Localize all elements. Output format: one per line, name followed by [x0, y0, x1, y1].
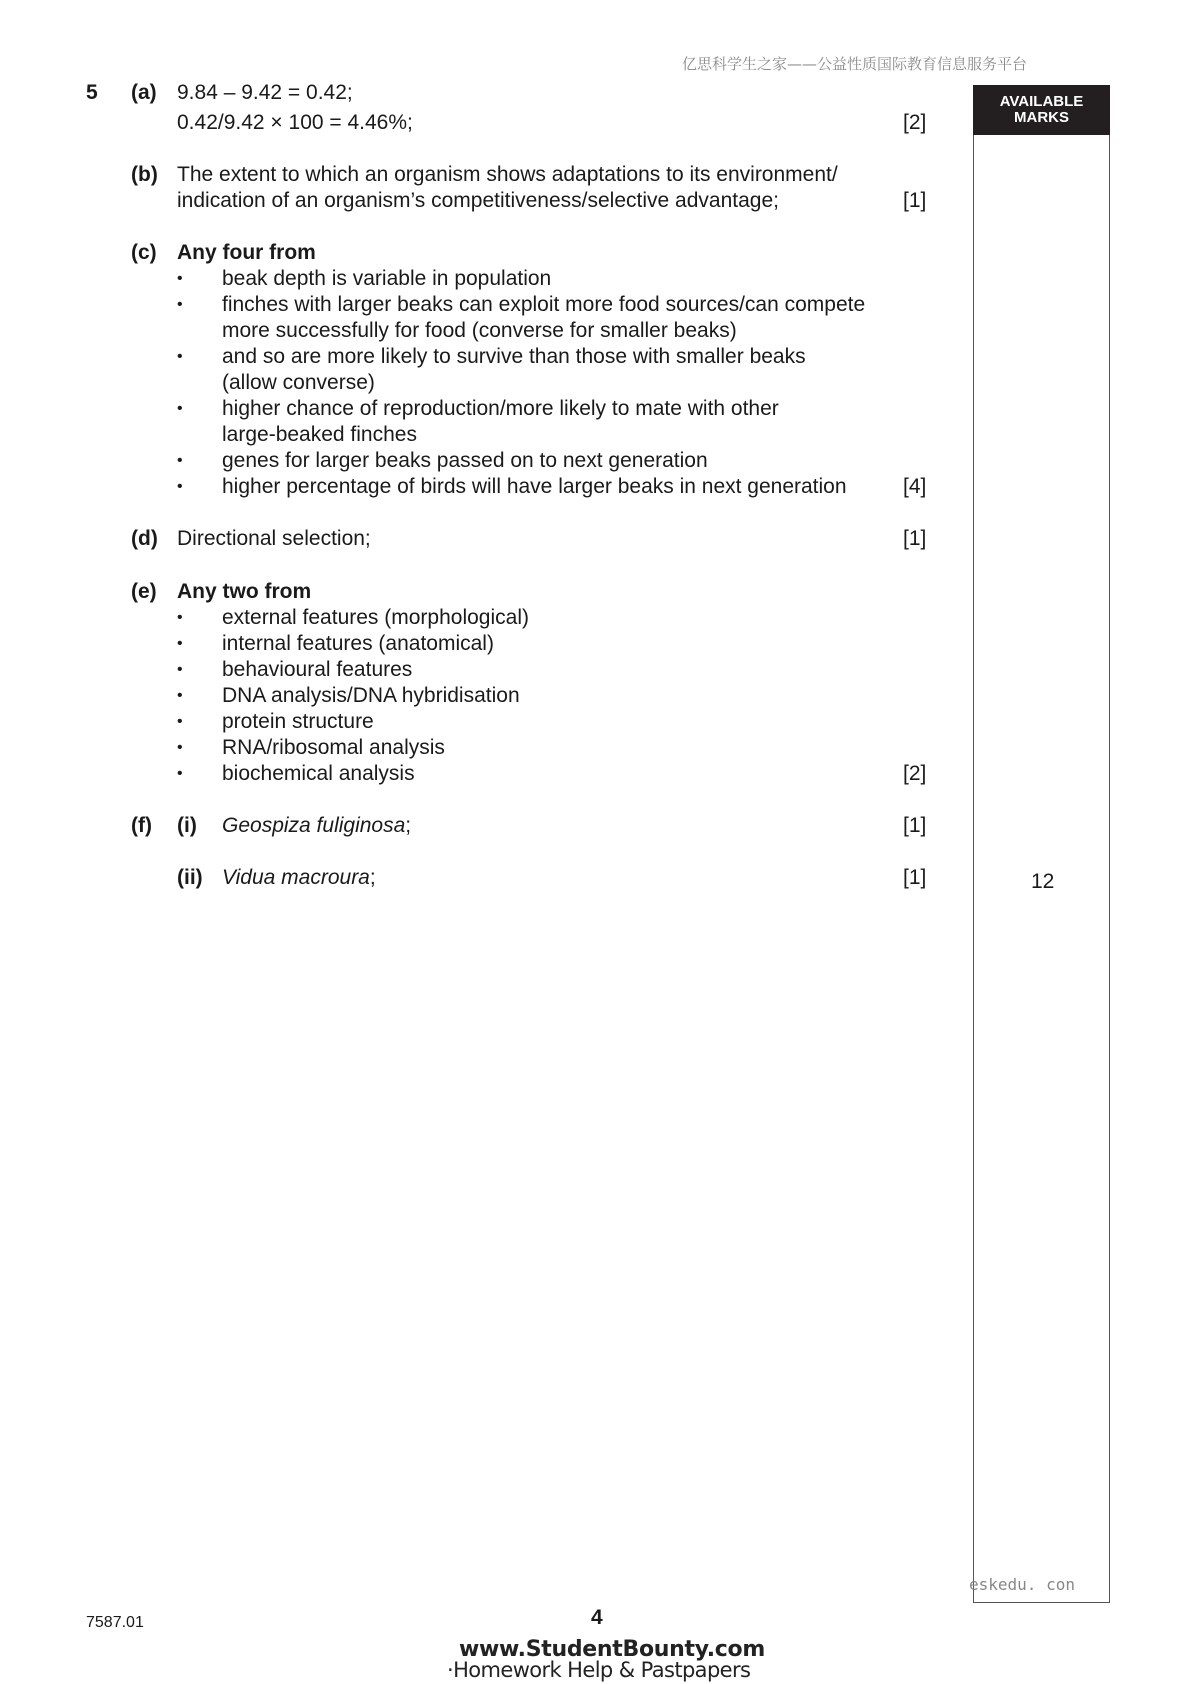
bullet-icon: • — [177, 452, 183, 469]
bullet-icon: • — [177, 739, 183, 756]
part-e-label: (e) — [131, 580, 157, 603]
part-e-heading: Any two from — [177, 580, 312, 603]
part-c-heading: Any four from — [177, 241, 316, 264]
marks-total: 12 — [1031, 870, 1055, 893]
part-f-i-species: Geospiza fuliginosa — [222, 814, 406, 837]
header-watermark: 亿思科学生之家——公益性质国际教育信息服务平台 — [682, 55, 1028, 73]
part-e-bullet-text: RNA/ribosomal analysis — [222, 736, 445, 759]
part-c-bullet-text: large-beaked finches — [222, 423, 417, 446]
part-e-bullet-text: external features (morphological) — [222, 606, 529, 629]
part-e-bullet-text: internal features (anatomical) — [222, 632, 494, 655]
part-f-ii-mark: [1] — [903, 866, 927, 889]
part-f-label: (f) — [131, 814, 152, 837]
part-a-mark: [2] — [903, 111, 927, 134]
studentbounty-tagline: ·Homework Help & Pastpapers — [447, 1658, 751, 1682]
question-number: 5 — [86, 81, 98, 104]
part-f-ii-suffix: ; — [369, 866, 376, 889]
part-c-mark: [4] — [903, 475, 927, 498]
bullet-icon: • — [177, 478, 183, 495]
part-f-ii-label: (ii) — [177, 866, 203, 889]
part-f-i-mark: [1] — [903, 814, 927, 837]
part-c-bullet-text: higher chance of reproduction/more likely to mate with other — [222, 397, 779, 420]
part-e-mark: [2] — [903, 762, 927, 785]
part-f-i-answer — [222, 813, 411, 839]
marks-header-line1: AVAILABLE — [999, 93, 1084, 110]
part-c-bullet-text: beak depth is variable in population — [222, 267, 552, 290]
part-b-line1: The extent to which an organism shows adaptations to its environment/ — [177, 163, 838, 186]
part-a-line2: 0.42/9.42 × 100 = 4.46%; — [177, 111, 413, 134]
bullet-icon: • — [177, 765, 183, 782]
part-c-label: (c) — [131, 241, 157, 264]
paper-code: 7587.01 — [86, 1614, 144, 1631]
marks-header-line2: MARKS — [1014, 109, 1069, 126]
eskedu-watermark: eskedu. con — [969, 1575, 1075, 1594]
part-b-label: (b) — [131, 163, 158, 186]
part-c-bullet-text: higher percentage of birds will have larger beaks in next generation — [222, 475, 847, 498]
part-c-bullet-text: (allow converse) — [222, 371, 375, 394]
part-f-ii-species: Vidua macroura — [222, 866, 370, 889]
part-d-mark: [1] — [903, 527, 927, 550]
part-f-i-label: (i) — [177, 814, 197, 837]
bullet-icon: • — [177, 400, 183, 417]
part-a-label: (a) — [131, 81, 157, 104]
bullet-icon: • — [177, 270, 183, 287]
bullet-icon: • — [177, 687, 183, 704]
part-f-ii-answer — [222, 865, 376, 891]
page-number: 4 — [591, 1606, 603, 1629]
bullet-icon: • — [177, 635, 183, 652]
bullet-icon: • — [177, 348, 183, 365]
bullet-icon: • — [177, 296, 183, 313]
part-c-bullet-text: finches with larger beaks can exploit more food sources/can compete — [222, 293, 866, 316]
part-f-i-suffix: ; — [405, 814, 412, 837]
part-e-bullet-text: biochemical analysis — [222, 762, 415, 785]
part-b-mark: [1] — [903, 189, 927, 212]
part-e-bullet-text: protein structure — [222, 710, 374, 733]
part-e-bullet-text: behavioural features — [222, 658, 413, 681]
part-e-bullet-text: DNA analysis/DNA hybridisation — [222, 684, 520, 707]
studentbounty-url: www.StudentBounty.com — [459, 1637, 765, 1662]
bullet-icon: • — [177, 661, 183, 678]
part-c-bullet-text: genes for larger beaks passed on to next generation — [222, 449, 708, 472]
available-marks-column — [973, 85, 1110, 1603]
part-d-text: Directional selection; — [177, 527, 371, 550]
part-a-line1: 9.84 – 9.42 = 0.42; — [177, 81, 353, 104]
part-b-line2: indication of an organism’s competitiveness/selective advantage; — [177, 189, 779, 212]
available-marks-header — [973, 85, 1110, 135]
part-d-label: (d) — [131, 527, 158, 550]
part-c-bullet-text: and so are more likely to survive than those with smaller beaks — [222, 345, 806, 368]
part-c-bullet-text: more successfully for food (converse for smaller beaks) — [222, 319, 737, 342]
bullet-icon: • — [177, 609, 183, 626]
bullet-icon: • — [177, 713, 183, 730]
